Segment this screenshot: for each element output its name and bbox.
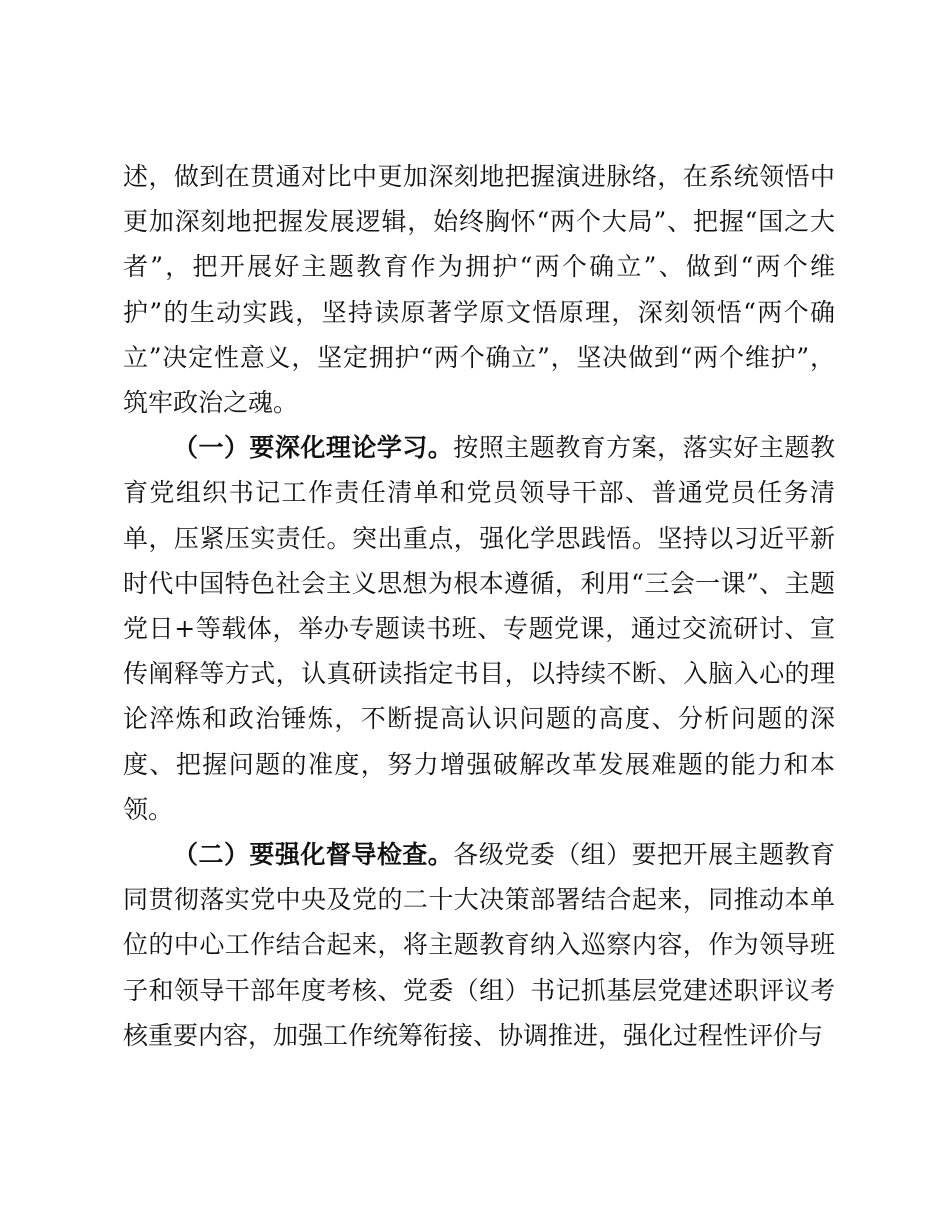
paragraph-continuation: [123, 154, 835, 425]
paragraph-supervision: [123, 832, 835, 1058]
paragraph-text: 各级党委（组）要把开展主题教育同贯彻落实党中央及党的二十大决策部署结合起来，同推动本单位的中心工作结合起来，将主题教育纳入巡察内容，作为领导班子和领导干部年度考核、党委（组）书记抓基层党建述职评议考核重要内容，加强工作统筹衔接、协调推进，强化过程性评价与: [123, 840, 835, 1050]
section-heading-1: （一）要深化理论学习。: [173, 433, 454, 463]
paragraph-text: 述，做到在贯通对比中更加深刻地把握演进脉络，在系统领悟中更加深刻地把握发展逻辑，始终胸怀“两个大局”、把握“国之大者”，把开展好主题教育作为拥护“两个确立”、做到“两个维护”的生动实践，坚持读原著学原文悟原理，深刻领悟“两个确立”决定性意义，坚定拥护“两个确立”，坚决做到“两个维护”，筑牢政治之魂。: [123, 162, 835, 418]
section-heading-2: （二）要强化督导检查。: [173, 840, 454, 870]
paragraph-text: 按照主题教育方案，落实好主题教育党组织书记工作责任清单和党员领导干部、普通党员任务清单，压紧压实责任。突出重点，强化学思践悟。坚持以习近平新时代中国特色社会主义思想为根本遵循，利用“三会一课”、主题党日+等载体，举办专题读书班、专题党课，通过交流研讨、宣传阐释等方式，认真研读指定书目，以持续不断、入脑入心的理论淬炼和政治锤炼，不断提高认识问题的高度、分析问题的深度、把握问题的准度，努力增强破解改革发展难题的能力和本领。: [123, 433, 835, 824]
document-body: [123, 154, 835, 1058]
paragraph-theory-study: [123, 425, 835, 832]
